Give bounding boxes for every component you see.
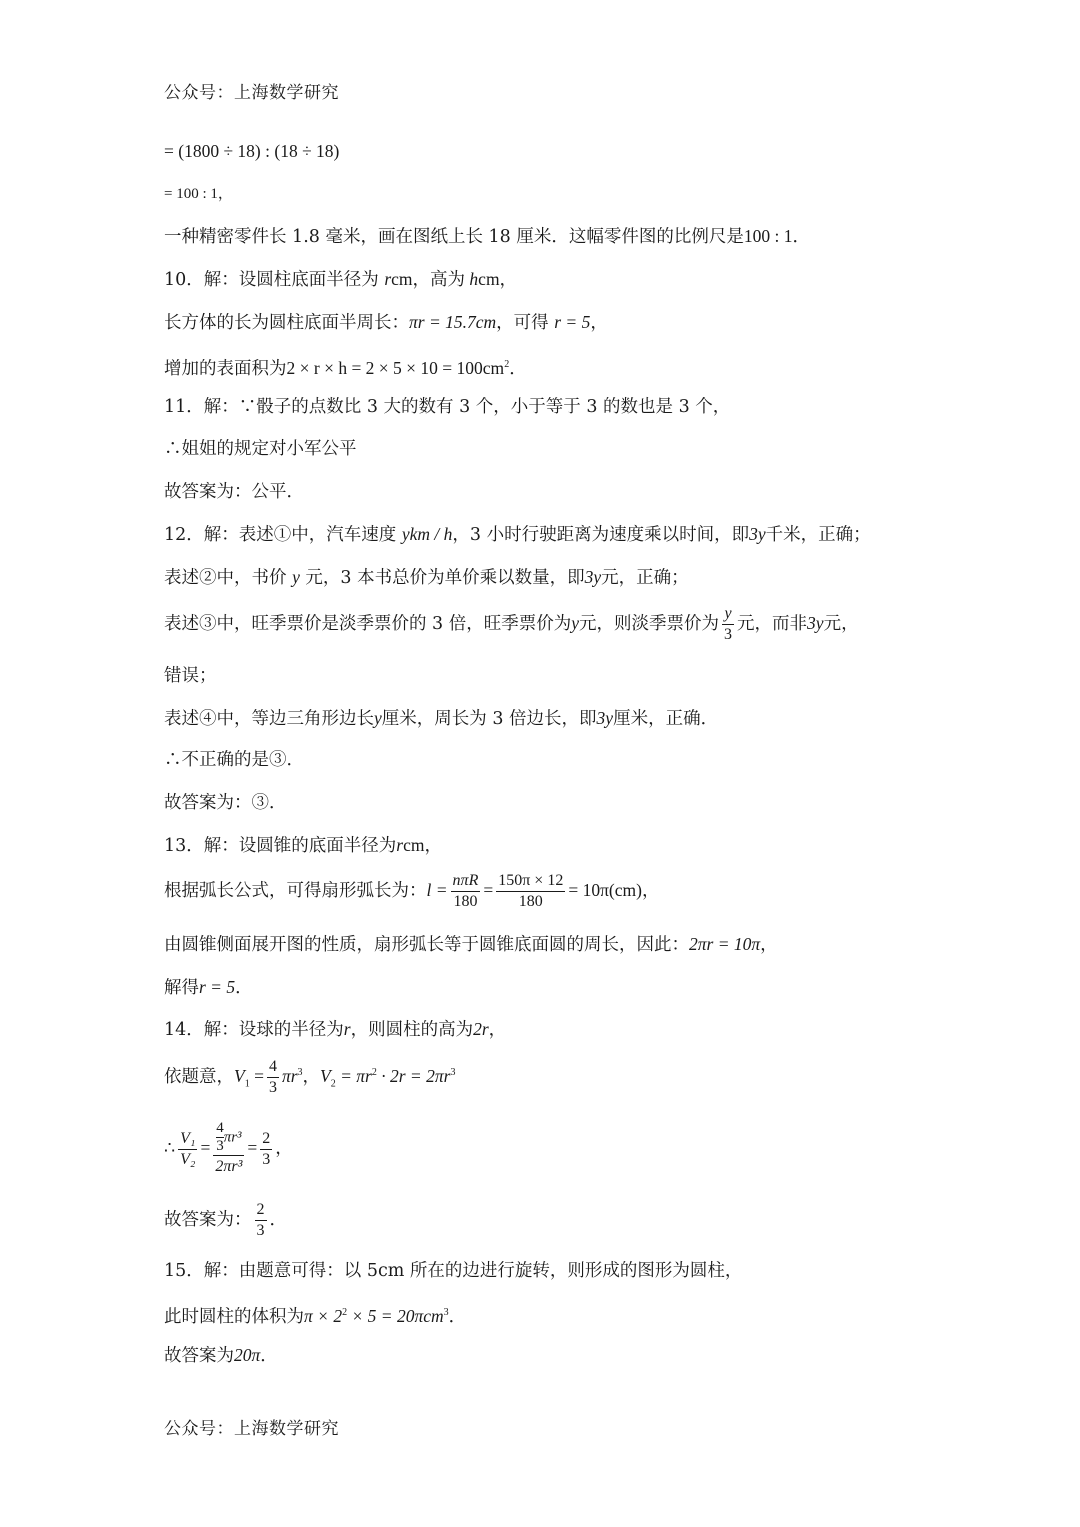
- q11-line-1: 11．解：∵骰子的点数比 3 大的数有 3 个，小于等于 3 的数也是 3 个，: [164, 397, 731, 417]
- q14-line-3: ∴ $\frac{\text{V₁}}{\text{V₂}}$ = $\frac{4}{3}$ πr³ 2πr³ = $\frac{2}{3}$ ，: [164, 1120, 293, 1175]
- q13-line-3: 由圆锥侧面展开图的性质，扇形弧长等于圆锥底面圆的周长，因此：2πr = 10π，: [164, 934, 778, 955]
- q14-line-1: 14．解：设球的半径为r，则圆柱的高为2r，: [164, 1019, 507, 1040]
- q12-line-1: 12．解：表述①中，汽车速度 ykm / h，3 小时行驶距离为速度乘以时间，即3y千米，正确；: [164, 524, 871, 545]
- q14-line-2: 依题意，$V_1$ = $\frac{4}{3}$ $\pi r^3$，$V_2 = \pi r^2 \cdot 2r = 2\pi r^3$: [164, 1058, 456, 1096]
- q12-line-5: 表述④中，等边三角形边长y厘米，周长为 3 倍边长，即3y厘米，正确．: [164, 708, 719, 729]
- q11-answer: 故答案为：公平．: [164, 482, 304, 502]
- q14-answer: 故答案为： $\frac{2}{3}$ ．: [164, 1201, 287, 1239]
- calc-line-1: = (1800 ÷ 18) : (18 ÷ 18): [164, 141, 340, 161]
- q15-answer: 故答案为20π．: [164, 1345, 278, 1366]
- q12-answer: 故答案为：③．: [164, 793, 287, 813]
- q9-conclusion: 一种精密零件长 1.8 毫米，画在图纸上长 18 厘米．这幅零件图的比例尺是100 : 1．: [164, 226, 810, 247]
- page-footer: 公众号：上海数学研究: [164, 1419, 339, 1439]
- q12-line-3: 表述③中，旺季票价是淡季票价的 3 倍，旺季票价为y元，则淡季票价为 $\frac{y}{3}$ 元，而非3y元，: [164, 605, 859, 643]
- q10-line-1: 10．解：设圆柱底面半径为 rcm，高为 hcm，: [164, 269, 518, 290]
- q12-conclusion: ∴不正确的是③．: [164, 750, 304, 770]
- calc-line-2: = 100 : 1，: [164, 186, 233, 202]
- q12-line-2: 表述②中，书价 y 元，3 本书总价为单价乘以数量，即3y元，正确；: [164, 567, 689, 588]
- q10-line-3: 增加的表面积为$2 \times r \times h = 2 \times 5 \times 10 = 100cm^2$．: [164, 357, 527, 379]
- q11-line-2: ∴姐姐的规定对小军公平: [164, 439, 357, 459]
- page-header: 公众号：上海数学研究: [164, 83, 339, 103]
- q10-line-2: 长方体的长为圆柱底面半周长：πr = 15.7cm，可得 r = 5，: [164, 312, 608, 333]
- q15-line-1: 15．解：由题意可得：以 5cm 所在的边进行旋转，则形成的图形为圆柱，: [164, 1261, 743, 1281]
- q15-line-2: 此时圆柱的体积为$\pi \times 2^2 \times 5 = 20\pi cm^3$．: [164, 1305, 467, 1327]
- q13-line-1: 13．解：设圆锥的底面半径为rcm，: [164, 835, 442, 856]
- q13-line-2: 根据弧长公式，可得扇形弧长为：l = $\frac{\text{nπR}}{180}$ = $\frac{150\pi \times 12}{180}$ = 10π(cm)，: [164, 872, 660, 910]
- q13-line-4: 解得r = 5．: [164, 977, 253, 998]
- q12-line-4: 错误；: [164, 666, 217, 686]
